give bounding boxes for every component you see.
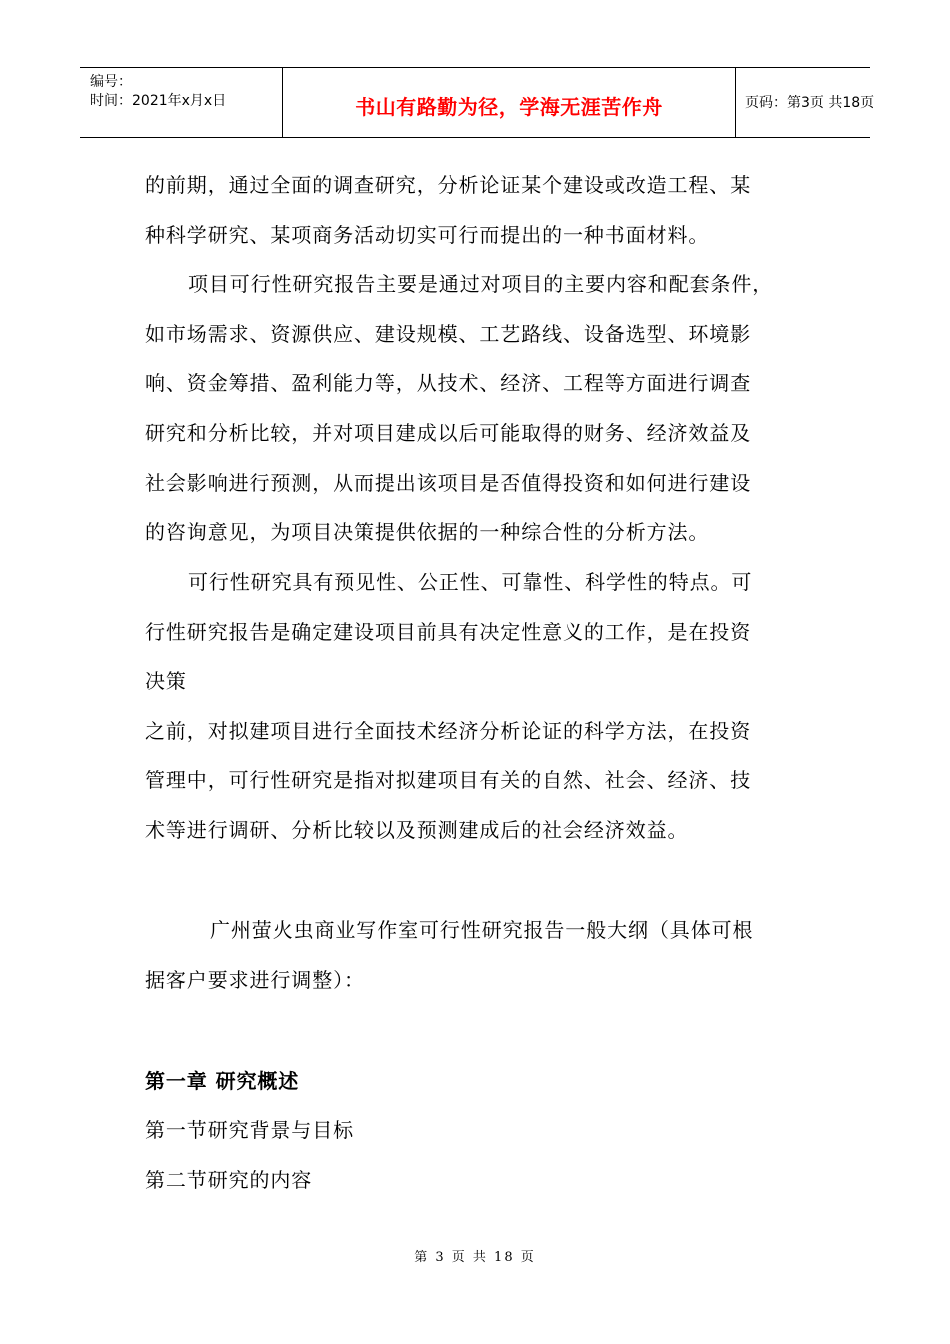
body-text-line: 研究和分析比较，并对项目建成以后可能取得的财务、经济效益及 <box>145 421 752 445</box>
header-page-number: 页码：第3页 共18页 <box>745 95 875 111</box>
body-text-line: 响、资金筹措、盈利能力等，从技术、经济、工程等方面进行调查 <box>145 371 752 395</box>
body-text-line: 管理中，可行性研究是指对拟建项目有关的自然、社会、经济、技 <box>145 768 752 792</box>
body-text-line: 之前，对拟建项目进行全面技术经济分析论证的科学方法，在投资 <box>145 719 752 743</box>
section-heading: 第二节研究的内容 <box>145 1168 313 1192</box>
document-code-label: 编号： <box>90 74 132 90</box>
body-text-line: 的咨询意见，为项目决策提供依据的一种综合性的分析方法。 <box>145 520 710 544</box>
body-text-line: 的前期，通过全面的调查研究，分析论证某个建设或改造工程、某 <box>145 173 752 197</box>
header-meta-cell <box>80 68 282 137</box>
body-text-line: 社会影响进行预测，从而提出该项目是否值得投资和如何进行建设 <box>145 471 752 495</box>
document-header <box>80 67 875 138</box>
header-page-cell <box>735 68 875 137</box>
chapter-heading: 第一章 研究概述 <box>145 1069 300 1093</box>
body-text-line: 可行性研究具有预见性、公正性、可靠性、科学性的特点。可 <box>188 570 753 594</box>
body-text-line: 决策 <box>145 669 187 693</box>
body-text-line: 如市场需求、资源供应、建设规模、工艺路线、设备选型、环境影 <box>145 322 752 346</box>
body-text-line: 广州萤火虫商业写作室可行性研究报告一般大纲（具体可根 <box>210 918 754 942</box>
body-text-line: 据客户要求进行调整）： <box>145 968 365 992</box>
page-footer: 第 3 页 共 18 页 <box>414 1250 536 1265</box>
header-motto: 书山有路勤为径，学海无涯苦作舟 <box>355 95 663 119</box>
body-text-line: 行性研究报告是确定建设项目前具有决定性意义的工作，是在投资 <box>145 620 752 644</box>
body-text-line: 术等进行调研、分析比较以及预测建成后的社会经济效益。 <box>145 818 689 842</box>
body-text-line: 项目可行性研究报告主要是通过对项目的主要内容和配套条件， <box>188 272 774 296</box>
section-heading: 第一节研究背景与目标 <box>145 1118 354 1142</box>
document-date-label: 时间：2021年x月x日 <box>90 93 227 109</box>
header-motto-cell <box>282 68 736 137</box>
body-text-line: 种科学研究、某项商务活动切实可行而提出的一种书面材料。 <box>145 223 710 247</box>
